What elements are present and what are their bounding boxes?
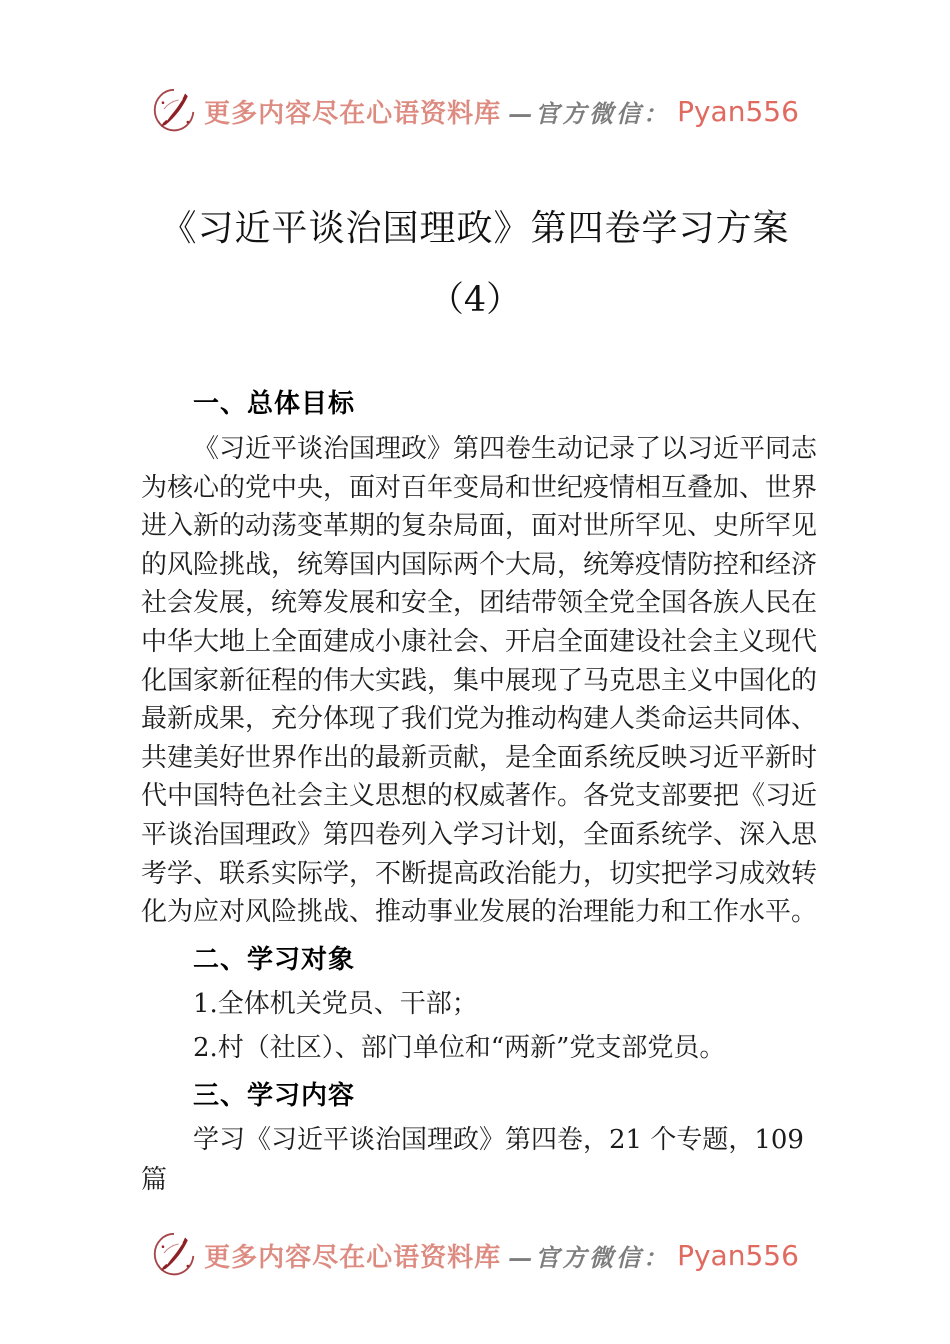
header-watermark bbox=[0, 86, 950, 136]
pen-circle-icon bbox=[151, 86, 197, 136]
section-heading-3: 三、学习内容 bbox=[193, 1080, 356, 1111]
document-subtitle: （4） bbox=[428, 280, 522, 320]
list-item-2: 2.村（社区）、部门单位和“两新”党支部党员。 bbox=[193, 1032, 726, 1063]
pen-circle-icon bbox=[151, 1230, 197, 1280]
list-item-1: 1.全体机关党员、干部； bbox=[193, 988, 478, 1019]
watermark-brand-text: 更多内容尽在心语资料库 bbox=[204, 1242, 502, 1273]
watermark-wechat-id: Pyan556 bbox=[677, 1238, 799, 1272]
watermark-wechat-label: —官方微信： bbox=[508, 98, 671, 128]
section-3-paragraph: 学习《习近平谈治国理政》第四卷，21 个专题，109 篇 bbox=[141, 1124, 804, 1195]
section-heading-2: 二、学习对象 bbox=[193, 944, 356, 975]
footer-watermark bbox=[0, 1230, 950, 1280]
watermark-wechat-id: Pyan556 bbox=[677, 94, 799, 128]
watermark-wechat-label: —官方微信： bbox=[508, 1242, 671, 1272]
document-title: 《习近平谈治国理政》第四卷学习方案 bbox=[160, 208, 790, 249]
watermark-brand-text: 更多内容尽在心语资料库 bbox=[204, 98, 502, 129]
section-1-paragraph: 《习近平谈治国理政》第四卷生动记录了以习近平同志为核心的党中央，面对百年变局和世纪疫情相互叠加、世界进入新的动荡变革期的复杂局面，面对世所罕见、史所罕见的风险挑战，统筹国内国际两个大局，统筹疫情防控和经济社会发展，统筹发展和安全，团结带领全党全国各族人民在中华大地上全面建成小康社会、开启全面建设社会主义现代化国家新征程的伟大实践，集中展现了马克思主义中国化的最新成果，充分体现了我们党为推动构建人类命运共同体、 共建美好世界作出的最新贡献，是全面系统反映习近平新时代中国特色社会主义思想的权威著作。各党支部要把《习近平谈治国理政》第四卷列入学习计划，全面系统学、深入思考学、联系实际学，不断提高政治能力，切实把学习成效转化为应对风险挑战、推动事业发展的治理能力和工作水平。 bbox=[141, 434, 818, 928]
section-heading-1: 一、总体目标 bbox=[193, 389, 356, 419]
document-body bbox=[141, 384, 817, 1200]
